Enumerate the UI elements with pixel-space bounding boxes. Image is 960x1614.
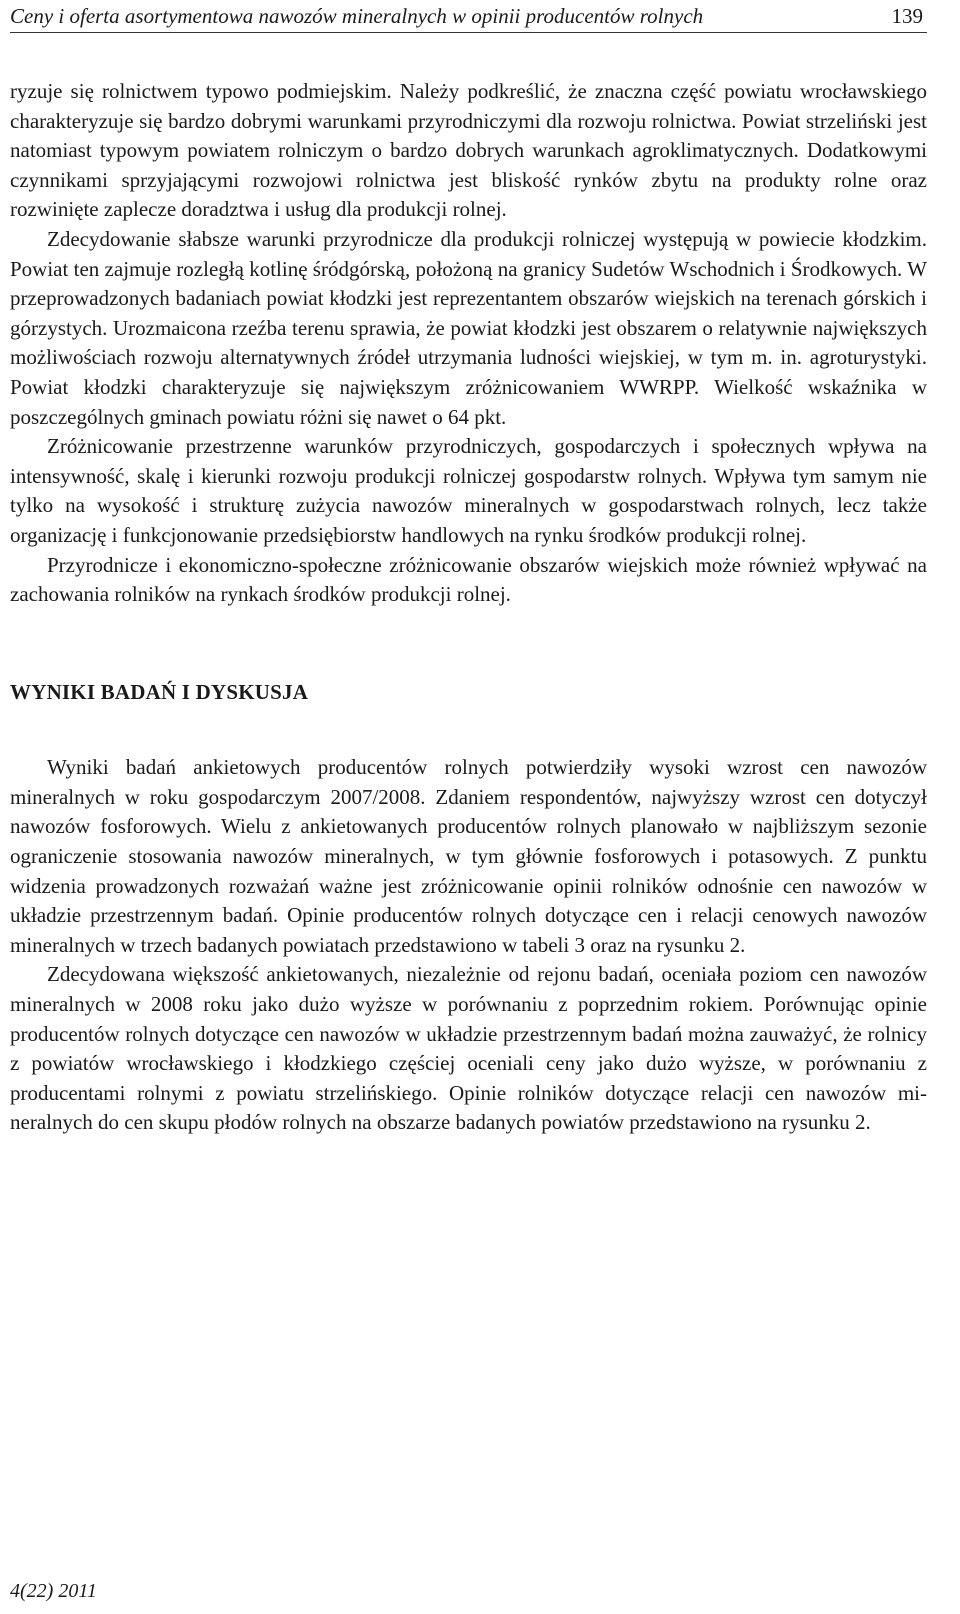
- document-page: [10, 0, 927, 1614]
- footer-issue: 4(22) 2011: [10, 1580, 97, 1602]
- paragraph: Przyrodnicze i ekonomiczno-społeczne zróżnicowanie obszarów wiejskich może również wpływać na zachowania rolników na rynkach środków produkcji rolnej.: [10, 552, 927, 607]
- page-number: 139: [891, 4, 923, 28]
- running-title: Ceny i oferta asortymentowa nawozów mineralnych w opinii producentów rolnych: [10, 4, 704, 28]
- paragraph: Wyniki badań ankietowych producentów rolnych potwierdziły wysoki wzrost cen nawozów mineralnych w roku gospodarczym 2007/2008. Zdaniem respondentów, najwyższy wzrost cen dotyczył nawozów fosforowych. Wielu z ankietowanych producentów rolnych planowało w najbliższym sezonie ograniczenie stosowania nawozów mineralnych, w tym głównie fosforowych i potasowych. Z punktu widzenia prowadzonych rozważań ważne jest zróżnicowanie opinii rolników odnośnie cen nawozów w układzie przestrzennym badań. Opinie producentów rolnych dotyczące cen i relacji cenowych nawozów mineralnych w trzech badanych powiatach przedstawiono w tabeli 3 oraz na rysunku 2.: [10, 755, 927, 957]
- paragraph: Zdecydowana większość ankietowanych, niezależnie od rejonu badań, oceniała poziom cen nawozów mineralnych w 2008 roku jako dużo wyższe w porównaniu z poprzednim rokiem. Porównując opinie producentów rolnych dotyczące cen nawozów w układzie przestrzennym badań można zauważyć, że rolnicy z powiatów wrocławskiego i kłodzkiego częściej oceniali ceny jako dużo wyższe, w porównaniu z producentami rolnymi z powiatu strzelińskiego. Opinie rolników dotyczące relacji cen nawozów mineralnych do cen skupu płodów rolnych na obszarze badanych powiatów przedstawiono na rysunku 2.: [10, 962, 927, 1135]
- article-body: [10, 77, 927, 1138]
- paragraph-continued: ryzuje się rolnictwem typowo podmiejskim. Należy podkreślić, że znaczna część powiatu wrocławskiego charakteryzuje się bardzo dobrymi warunkami przyrodniczymi dla rozwoju rolnictwa. Powiat strzeliński jest natomiast typowym powiatem rolniczym o bardzo dobrych warunkach agroklimatycznych. Dodatkowymi czynnikami sprzyjającymi rozwojowi rolnictwa jest bliskość rynków zbytu na produkty rolne oraz rozwinięte zaplecze doradztwa i usług dla produkcji rolnej.: [10, 79, 927, 222]
- paragraph: Zróżnicowanie przestrzenne warunków przyrodniczych, gospodarczych i społecznych wpływa na intensywność, skalę i kierunki rozwoju produkcji rolniczej gospodarstw rolnych. Wpływa tym samym nie tylko na wysokość i strukturę zużycia nawozów mineralnych w gospodarstwach rolnych, lecz także organizację i funkcjonowanie przedsiębiorstw handlowych na rynku środków produkcji rolnej.: [10, 434, 927, 547]
- running-header: [10, 2, 927, 33]
- section-heading: WYNIKI BADAŃ I DYSKUSJA: [10, 679, 309, 704]
- paragraph: Zdecydowanie słabsze warunki przyrodnicze dla produkcji rolniczej występują w powiecie kłodzkim. Powiat ten zajmuje rozległą kotlinę śródgórską, położoną na granicy Sudetów Wschodnich i Środkowych. W przeprowadzonych badaniach powiat kłodzki jest reprezentantem obszarów wiejskich na terenach górskich i górzystych. Urozmaicona rzeźba terenu sprawia, że powiat kłodzki jest obszarem o relatywnie największych możliwościach rozwoju alternatywnych źródeł utrzymania ludności wiejskiej, w tym m. in. agroturystyki. Powiat kłodzki charakteryzuje się największym zróżnicowaniem WWRPP. Wielkość wskaźnika w poszczególnych gminach powiatu różni się nawet o 64 pkt.: [10, 226, 927, 429]
